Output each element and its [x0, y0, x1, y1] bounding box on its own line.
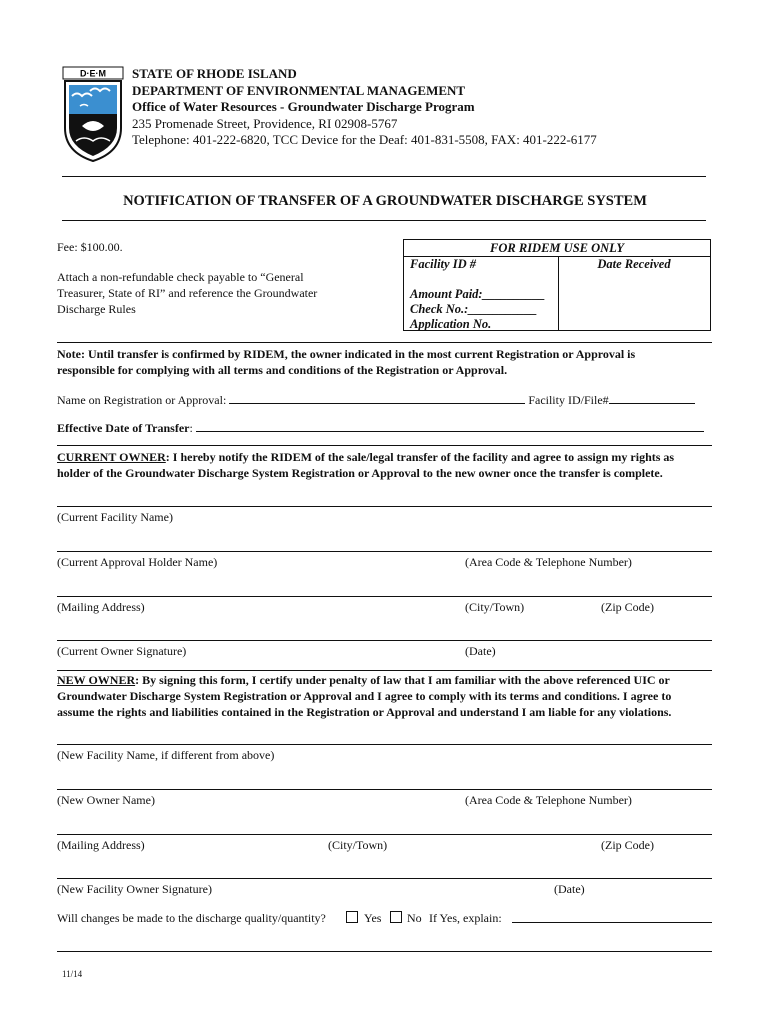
facility-id-file-label: Facility ID/File#	[528, 393, 609, 407]
current-owner-text: holder of the Groundwater Discharge System Registration or Approval to the new owner once the transfer is complete.	[57, 466, 663, 480]
title-rule	[62, 220, 706, 221]
check-no-label: Check No.:___________	[410, 302, 538, 316]
new-owner-text: Groundwater Discharge System Registration or Approval and I agree to comply with its terms and conditions. I agree to	[57, 689, 672, 703]
new-telephone-label: (Area Code & Telephone Number)	[465, 793, 632, 807]
current-holder-name-label: (Current Approval Holder Name)	[57, 555, 218, 569]
name-on-registration-row	[57, 392, 695, 408]
new-facility-name-line[interactable]	[57, 744, 712, 745]
explain-label: If Yes, explain:	[429, 911, 502, 925]
note-line: responsible for complying with all terms and conditions of the Registration or Approval.	[57, 363, 508, 377]
new-owner-name-line[interactable]	[57, 789, 712, 790]
new-facility-name-label: (New Facility Name, if different from above)	[57, 748, 275, 762]
note-text	[57, 346, 635, 378]
department-name: DEPARTMENT OF ENVIRONMENTAL MANAGEMENT	[132, 82, 466, 98]
no-checkbox[interactable]	[390, 911, 402, 923]
explain-continuation-line[interactable]	[57, 951, 712, 952]
office-box-divider	[558, 256, 559, 330]
office-name: Office of Water Resources - Groundwater Discharge Program	[132, 99, 475, 114]
new-mailing-address-line[interactable]	[57, 834, 712, 835]
new-owner-heading: NEW OWNER	[57, 673, 136, 687]
current-owner-text: : I hereby notify the RIDEM of the sale/legal transfer of the facility and agree to assign my rights as	[165, 450, 675, 464]
new-zip-code-label: (Zip Code)	[601, 838, 654, 852]
section-rule	[57, 342, 712, 343]
dem-logo-text: D·E·M	[80, 68, 106, 79]
current-date-label: (Date)	[465, 644, 496, 658]
new-owner-statement	[57, 672, 671, 720]
current-facility-name-line[interactable]	[57, 506, 712, 507]
new-owner-text: : By signing this form, I certify under penalty of law that I am familiar with the above referenced UIC or	[135, 673, 670, 687]
effective-date-colon: :	[189, 421, 193, 435]
yes-checkbox[interactable]	[346, 911, 358, 923]
new-mailing-address-label: (Mailing Address)	[57, 838, 145, 852]
state-name: STATE OF RHODE ISLAND	[132, 66, 297, 81]
current-mailing-address-label: (Mailing Address)	[57, 600, 145, 614]
no-label: No	[407, 911, 422, 925]
application-no-label: Application No.	[410, 317, 492, 331]
explain-input[interactable]	[512, 922, 712, 923]
current-owner-heading: CURRENT OWNER	[57, 450, 166, 464]
current-holder-name-line[interactable]	[57, 551, 712, 552]
name-on-registration-label: Name on Registration or Approval:	[57, 393, 227, 407]
current-signature-label: (Current Owner Signature)	[57, 644, 187, 658]
agency-header	[132, 66, 597, 149]
section-rule	[57, 445, 712, 446]
changes-question: Will changes be made to the discharge quality/quantity?	[57, 911, 326, 925]
effective-date-input[interactable]	[196, 420, 704, 432]
new-owner-text: assume the rights and liabilities contained in the Registration or Approval and understand I am liable for any violations.	[57, 705, 672, 719]
current-telephone-label: (Area Code & Telephone Number)	[465, 555, 632, 569]
current-facility-name-label: (Current Facility Name)	[57, 510, 173, 524]
note-line: Note: Until transfer is confirmed by RIDEM, the owner indicated in the most current Registration or Approval is	[57, 347, 636, 361]
new-city-town-label: (City/Town)	[328, 838, 388, 852]
ridem-office-use-box	[403, 239, 711, 331]
current-signature-line[interactable]	[57, 640, 712, 641]
yes-label: Yes	[364, 911, 382, 925]
header-rule	[62, 176, 706, 177]
current-city-town-label: (City/Town)	[465, 600, 525, 614]
facility-id-label: Facility ID #	[410, 257, 476, 271]
fee-instruction-line: Attach a non-refundable check payable to “General	[57, 270, 304, 284]
fee-instruction-line: Discharge Rules	[57, 302, 136, 316]
office-use-header: FOR RIDEM USE ONLY	[490, 241, 624, 255]
fee-instruction-line: Treasurer, State of RI” and reference the Groundwater	[57, 286, 318, 300]
current-zip-code-label: (Zip Code)	[601, 600, 654, 614]
facility-id-file-input[interactable]	[609, 392, 695, 404]
current-mailing-address-line[interactable]	[57, 596, 712, 597]
form-title: NOTIFICATION OF TRANSFER OF A GROUNDWATER DISCHARGE SYSTEM	[123, 193, 647, 209]
new-signature-label: (New Facility Owner Signature)	[57, 882, 212, 896]
effective-date-label: Effective Date of Transfer	[57, 421, 190, 435]
new-owner-name-label: (New Owner Name)	[57, 793, 155, 807]
amount-paid-label: Amount Paid:__________	[410, 287, 546, 301]
agency-phone: Telephone: 401-222-6820, TCC Device for the Deaf: 401-831-5508, FAX: 401-222-6177	[132, 132, 597, 147]
new-date-label: (Date)	[554, 882, 585, 896]
fee-instructions	[57, 269, 317, 317]
name-on-registration-input[interactable]	[229, 392, 525, 404]
new-signature-line[interactable]	[57, 878, 712, 879]
current-owner-statement	[57, 449, 674, 481]
revision-date: 11/14	[62, 969, 83, 979]
agency-address: 235 Promenade Street, Providence, RI 02908-5767	[132, 115, 398, 131]
section-rule	[57, 670, 712, 671]
date-received-label: Date Received	[597, 257, 671, 271]
effective-date-row	[57, 420, 704, 436]
fee-label: Fee: $100.00.	[57, 240, 123, 254]
dem-logo	[62, 66, 124, 162]
